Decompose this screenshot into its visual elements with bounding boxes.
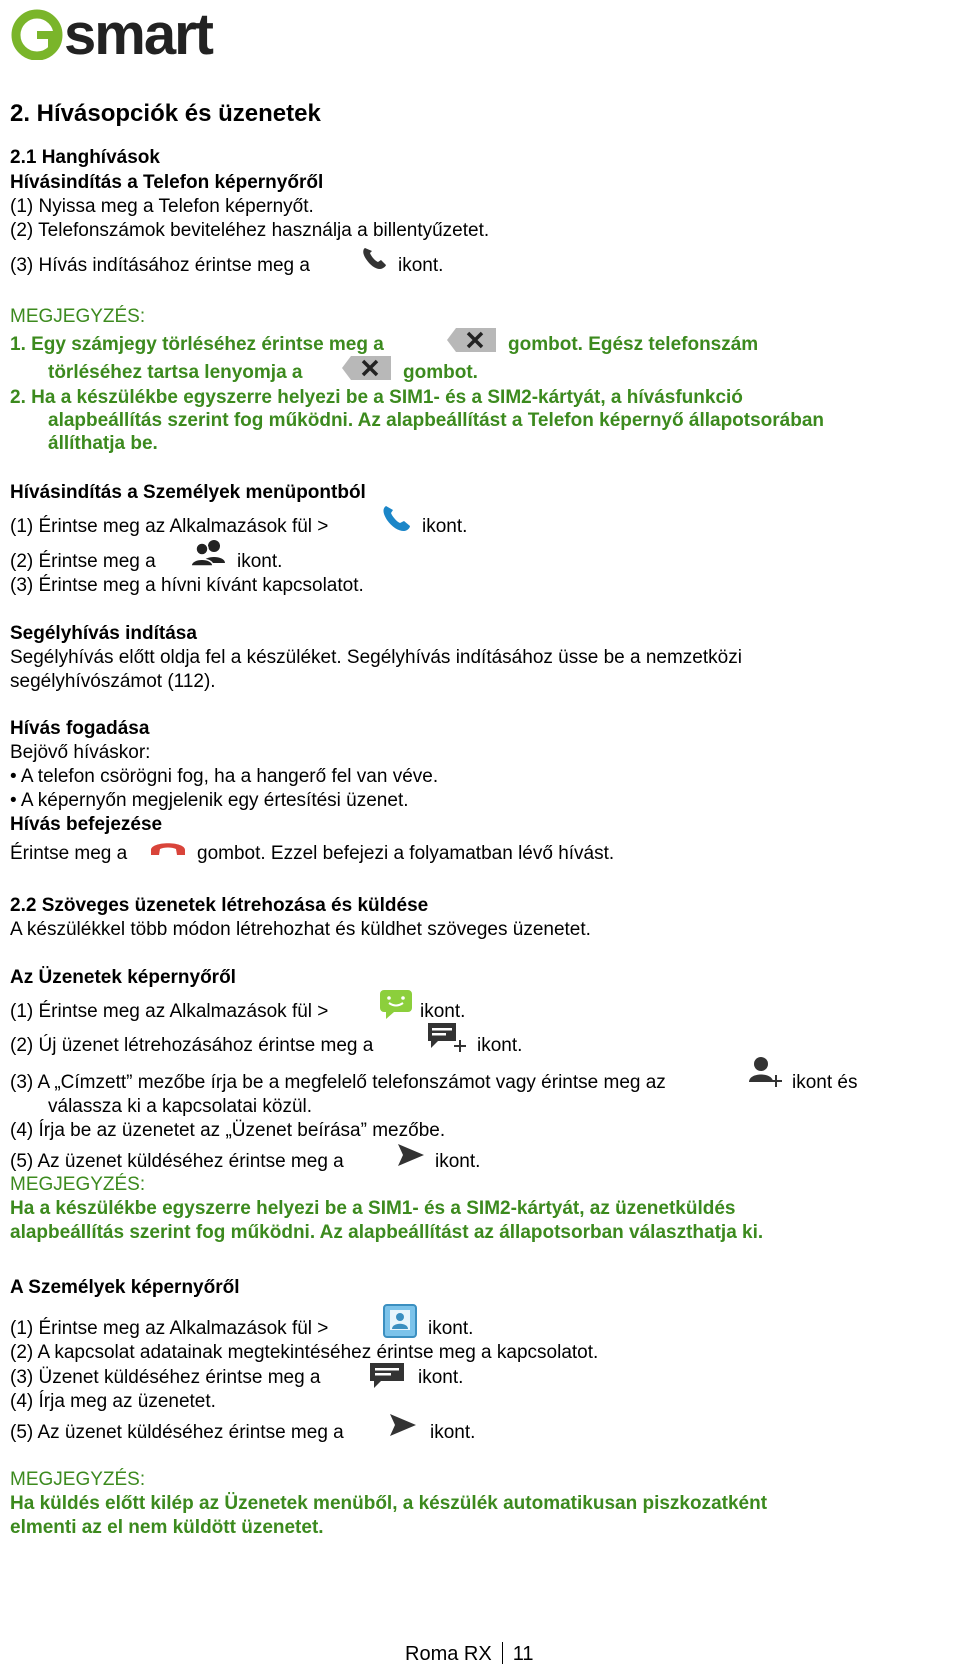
note-text: Ha küldés előtt kilép az Üzenetek menüből, a készülék automatikusan piszkozatként [10,1493,768,1514]
step-text: ikont és [792,1072,858,1093]
send-icon [396,1142,426,1168]
message-icon [368,1361,408,1389]
subheading: Hívásindítás a Telefon képernyőről [10,172,324,193]
note-text: elmenti az el nem küldött üzenetet. [10,1517,324,1538]
page-number: 11 [512,1643,534,1665]
step-text: ikont. [420,1001,466,1022]
body-text: gombot. Ezzel befejezi a folyamatban lévő hívást. [197,843,615,864]
step-text: ikont. [422,516,468,537]
step-text: ikont. [435,1151,481,1172]
step-text: (2) A kapcsolat adatainak megtekintéséhez érintse meg a kapcsolatot. [10,1342,599,1363]
note-text: törléséhez tartsa lenyomja a [48,362,303,383]
end-call-icon [148,838,188,860]
note-text: 2. Ha a készülékbe egyszerre helyezi be a SIM1- és a SIM2-kártyát, a hívásfunkció [10,387,743,408]
note-text: alapbeállítás szerint fog működni. Az alapbeállítást a Telefon képernyő állapotsorában [48,410,825,431]
body-text: segélyhívószámot (112). [10,671,216,692]
body-text: Bejövő híváskor: [10,742,151,763]
step-text: (3) A „Címzett” mezőbe írja be a megfelelő telefonszámot vagy érintse meg az [10,1072,666,1093]
body-text: Segélyhívás előtt oldja fel a készüléket. Segélyhívás indításához üsse be a nemzetközi [10,647,742,668]
subheading: Segélyhívás indítása [10,623,197,644]
svg-text:smart: smart [64,2,212,60]
step-text: (4) Írja be az üzenetet az „Üzenet beírása” mezőbe. [10,1120,446,1141]
step-text: (4) Írja meg az üzenetet. [10,1391,216,1412]
note-text: 1. Egy számjegy törléséhez érintse meg a [10,334,384,355]
section-heading: 2.2 Szöveges üzenetek létrehozása és küldése [10,895,429,916]
note-label: MEGJEGYZÉS: [10,306,146,327]
step-text: (1) Érintse meg az Alkalmazások fül > [10,1318,329,1339]
people-app-icon [382,1303,418,1339]
step-text: ikont. [418,1367,464,1388]
note-text: alapbeállítás szerint fog működni. Az alapbeállítást az állapotsorban választhatja ki. [10,1222,764,1243]
subheading: A Személyek képernyőről [10,1277,240,1298]
body-text: A készülékkel több módon létrehozhat és küldhet szöveges üzenetet. [10,919,591,940]
subheading: Hívásindítás a Személyek menüpontból [10,482,366,503]
subheading: Hívás befejezése [10,814,163,835]
bullet-item: • A telefon csörögni fog, ha a hangerő fel van véve. [10,766,439,787]
note-text: állíthatja be. [48,433,158,454]
phone-call-icon [360,245,390,273]
note-label: MEGJEGYZÉS: [10,1174,146,1195]
backspace-icon [341,354,393,382]
page-title: 2. Hívásopciók és üzenetek [10,100,321,127]
step-text: (1) Nyissa meg a Telefon képernyőt. [10,196,314,217]
page-footer [405,1642,533,1666]
note-text: gombot. Egész telefonszám [508,334,759,355]
subheading: Az Üzenetek képernyőről [10,967,236,988]
subheading: Hívás fogadása [10,718,150,739]
step-text: ikont. [237,551,283,572]
new-message-icon [426,1020,468,1054]
step-text: ikont. [430,1422,476,1443]
step-text: (3) Hívás indításához érintse meg a [10,255,310,276]
step-text: (5) Az üzenet küldéséhez érintse meg a [10,1422,344,1443]
step-text: ikont. [477,1035,523,1056]
body-text: Érintse meg a [10,843,128,864]
send-icon [388,1412,418,1438]
add-contact-icon [748,1055,784,1089]
step-text: (1) Érintse meg az Alkalmazások fül > [10,516,329,537]
gsmart-logo [8,2,243,60]
backspace-icon [446,326,498,354]
note-label: MEGJEGYZÉS: [10,1469,146,1490]
step-text: ikont. [428,1318,474,1339]
contacts-icon [188,537,230,569]
step-text: (3) Üzenet küldéséhez érintse meg a [10,1367,321,1388]
messaging-app-icon [378,988,414,1020]
step-text: (5) Az üzenet küldéséhez érintse meg a [10,1151,344,1172]
phone-app-icon [380,503,414,535]
step-text: (1) Érintse meg az Alkalmazások fül > [10,1001,329,1022]
footer-divider [502,1642,503,1664]
note-text: Ha a készülékbe egyszerre helyezi be a SIM1- és a SIM2-kártyát, az üzenetküldés [10,1198,736,1219]
section-heading: 2.1 Hanghívások [10,147,160,168]
step-text: (2) Telefonszámok beviteléhez használja a billentyűzetet. [10,220,490,241]
model-name: Roma RX [405,1643,492,1665]
step-text: (2) Új üzenet létrehozásához érintse meg a [10,1035,374,1056]
step-text: (3) Érintse meg a hívni kívánt kapcsolatot. [10,575,364,596]
bullet-item: • A képernyőn megjelenik egy értesítési üzenet. [10,790,409,811]
note-text: gombot. [403,362,478,383]
step-text: (2) Érintse meg a [10,551,156,572]
step-text: ikont. [398,255,444,276]
step-text: válassza ki a kapcsolatai közül. [48,1096,313,1117]
